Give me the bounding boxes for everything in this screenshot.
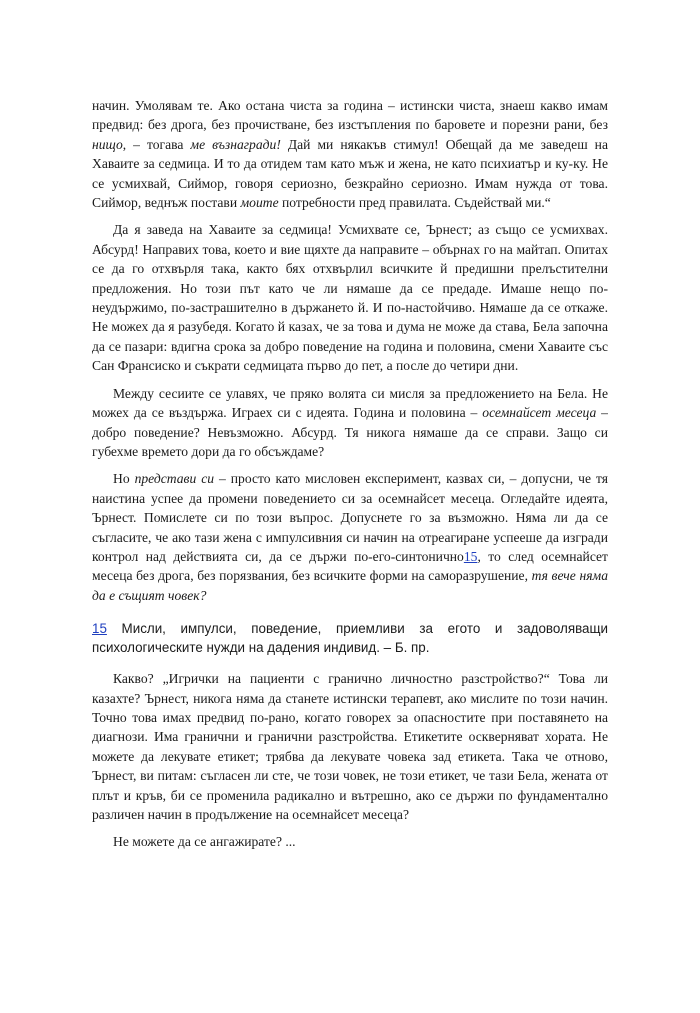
italic-run: представи си: [134, 471, 215, 487]
text-run: , – тогава: [122, 136, 191, 152]
text-run: Дай ми някакъв стимул! Обещай да ме заведеш на Хаваите за седмица. И то да отидем там като мъж и жена, не като психиатър и ку-ку. Не се усмихвай, Сиймор, говоря сериозно, безкрайно сериозно. Имам нужда от това. Сиймор, веднъж постави: [92, 136, 608, 211]
text-run: потребности пред правилата. Съдействай ми.“: [278, 195, 551, 211]
text-run: Но: [113, 471, 135, 487]
text-run: начин. Умолявам те. Ако остана чиста за година – истински чиста, знаеш какво имам предвид: без дрога, без прочистване, без изстъпления по баровете и порезни рани, без: [92, 98, 608, 133]
text-run: Между сесиите се улавях, че пряко волята си мисля за предложението на Бела. Не можех да се въздържа. Играех си с идеята. Година и половина –: [92, 385, 608, 421]
footnote-reference-link[interactable]: 15: [463, 548, 478, 564]
paragraph-3: [92, 384, 608, 462]
italic-run: осемнайсет месеца: [482, 405, 597, 421]
paragraph-4: [92, 469, 608, 605]
italic-run: нищо: [92, 136, 123, 152]
text-run: – просто като мисловен експеримент, казвах си, – допусни, че тя наистина успее да промени поведението си за осемнайсет месеца. Огледайте идеята, Ърнест. Помислете си по този въпрос. Допуснете го за възможно. Няма ли да се съгласите, че ако тази жена с импулсивния си начин на отреагиране успееше да изгради контрол над действията си, да се държи по-его-синтонично: [92, 471, 608, 564]
italic-run: ме възнагради!: [190, 136, 281, 152]
italic-run: моите: [240, 195, 279, 211]
text-run: , то след осемнайсет месеца без дрога, без порязвания, без всичките форми на саморазрушение,: [92, 548, 608, 584]
italic-run: тя вече няма да е същият човек?: [92, 568, 608, 603]
paragraph-5: Какво? „Игрички на пациенти с гранично личностно разстройство?“ Това ли казахте? Ърнест, никога няма да станете истински терапевт, ако мислите по този начин. Точно това имах предвид по-рано, когато говорех за опасностите при поставянето на диагнози. Има гранични и гранични разстройства. Етикетите оскверняват хората. Не можете да лекувате етикет; трябва да лекувате човека зад етикета. Така че отново, Ърнест, ви питам: съгласен ли сте, че този човек, не този етикет, че тази Бела, жената от плът и кръв, би се променила радикално и вътрешно, ако се държи по фундаментално различен начин в продължение на осемнайсет месеца?: [92, 671, 608, 822]
paragraph-1: [92, 96, 608, 212]
paragraph-6: Не можете да се ангажирате? ...: [113, 834, 296, 850]
footnote: [92, 619, 608, 657]
text-run: – добро поведение? Невъзможно. Абсурд. Тя никога нямаше да се справи. Защо си губехме времето дори да го обсъждаме?: [92, 405, 608, 459]
footnote-number-link[interactable]: 15: [92, 621, 107, 637]
footnote-text: Мисли, импулси, поведение, приемливи за егото и задоволяващи психологическите нужди на дадения индивид. – Б. пр.: [92, 621, 608, 656]
paragraph-2: Да я заведа на Хаваите за седмица! Усмихвате се, Ърнест; аз също се усмихвах. Абсурд! Направих това, което и вие щяхте да направите – обърнах го на майтап. Опитах се да го отхвърля така, както бях отхвърлил всичките й предишни прелъстителни предложения. Но този път като че ли нямаше да се предаде. Имаше нещо по-неудържимо, по-застрашително в държането й. И по-настойчиво. Нямаше да се откаже. Не можех да я разубедя. Когато й казах, че за това и дума не може да става, Бела започна да се пазари: вдигна срока за добро поведение на година и половина, смени Хаваите със Сан Франсиско и съкрати седмицата първо до пет, а после до четири дни.: [92, 222, 608, 374]
